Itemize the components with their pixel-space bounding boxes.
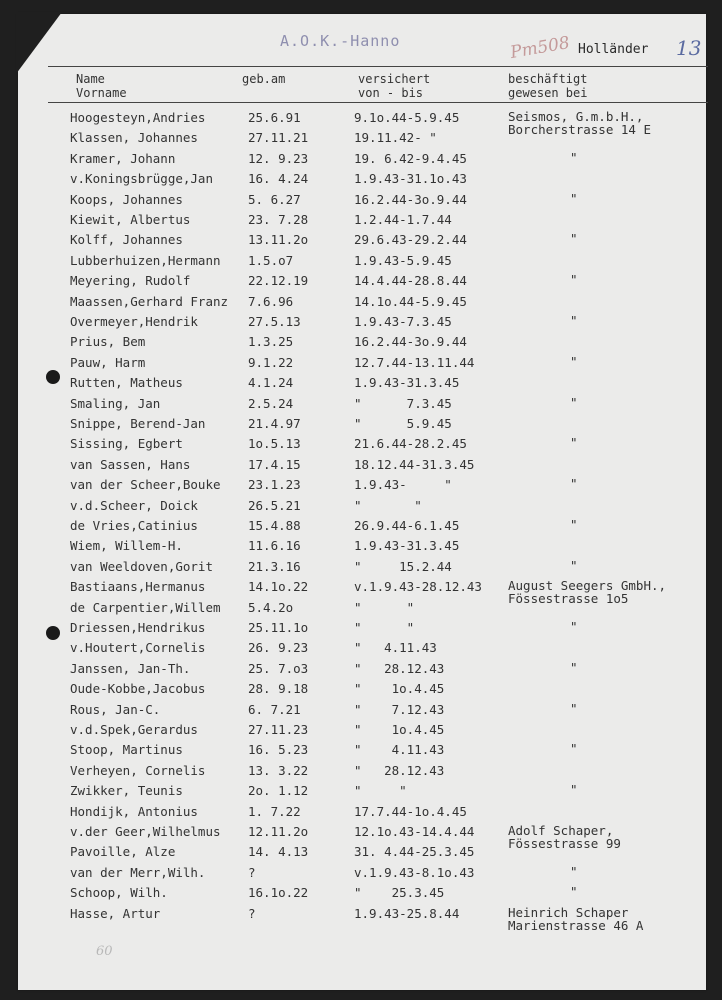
insured-period: 12.1o.43-14.4.44 (354, 824, 475, 839)
insured-period: 16.2.44-3o.9.44 (354, 334, 467, 350)
punch-hole (46, 370, 60, 384)
insured-period: 31. 4.44-25.3.45 (354, 844, 475, 860)
birth-date: 5. 6.27 (248, 191, 301, 207)
insured-period: " " (354, 620, 415, 635)
person-name: de Vries,Catinius (70, 518, 198, 533)
employer-line: Seismos, G.m.b.H., (508, 109, 644, 124)
employer-line: " (570, 741, 578, 757)
person-name: Smaling, Jan (70, 395, 161, 411)
insured-period: 9.1o.44-5.9.45 (354, 110, 460, 125)
table-row (18, 518, 706, 538)
table-row (18, 334, 706, 354)
pencil-note: 60 (96, 944, 113, 959)
insured-period: 1.9.43-31.3.45 (354, 538, 460, 554)
insured-period: 1.9.43-5.9.45 (354, 252, 452, 268)
person-name: Maassen,Gerhard Franz (70, 293, 229, 309)
table-row (18, 416, 706, 436)
birth-date: 13. 3.22 (248, 762, 309, 778)
insured-period: 17.7.44-1o.4.45 (354, 803, 467, 819)
insured-period: 14.4.44-28.8.44 (354, 273, 467, 289)
person-name: Hondijk, Antonius (70, 803, 198, 819)
employer-line: " (570, 700, 578, 716)
table-row (18, 151, 706, 171)
table-row (18, 130, 706, 150)
employer-line: Heinrich Schaper (508, 904, 629, 920)
person-name: v.Houtert,Cornelis (70, 640, 206, 656)
insured-period: " 7.3.45 (354, 395, 452, 411)
punch-hole (46, 626, 60, 640)
birth-date: 1.5.o7 (248, 252, 294, 268)
table-row (18, 457, 706, 477)
birth-date: 7.6.96 (248, 293, 294, 309)
person-name: Pauw, Harm (70, 354, 146, 370)
table-row (18, 253, 706, 273)
table-row (18, 273, 706, 293)
employer-line: Marienstrasse 46 A (508, 917, 644, 933)
person-name: van der Merr,Wilh. (70, 864, 206, 880)
person-name: Zwikker, Teunis (70, 783, 183, 799)
table-row (18, 742, 706, 762)
insured-period: " 28.12.43 (354, 762, 445, 778)
insured-period: 16.2.44-3o.9.44 (354, 191, 467, 207)
birth-date: 22.12.19 (248, 273, 309, 289)
col-header-name: Name Vorname (76, 72, 127, 100)
employer-line: Borcherstrasse 14 E (508, 122, 651, 137)
insured-period: " " (354, 783, 407, 799)
birth-date: 26. 9.23 (248, 640, 309, 656)
table-row (18, 294, 706, 314)
insured-period: 12.7.44-13.11.44 (354, 354, 475, 370)
insured-period: v.1.9.43-28.12.43 (354, 579, 482, 595)
person-name: van Sassen, Hans (70, 456, 191, 472)
header-rule-top (48, 66, 708, 67)
birth-date: 27.11.23 (248, 722, 309, 737)
insured-period: v.1.9.43-8.1o.43 (354, 864, 475, 880)
birth-date: 11.6.16 (248, 538, 301, 554)
birth-date: 23.1.23 (248, 477, 301, 493)
employer-line: " (570, 659, 578, 675)
person-name: Oude-Kobbe,Jacobus (70, 681, 206, 697)
person-name: Schoop, Wilh. (70, 885, 168, 901)
person-name: van Weeldoven,Gorit (70, 558, 213, 574)
person-name: Janssen, Jan-Th. (70, 660, 191, 676)
insured-period: " 5.9.45 (354, 416, 452, 431)
birth-date: 2.5.24 (248, 395, 294, 411)
person-name: Verheyen, Cornelis (70, 762, 206, 778)
person-name: Lubberhuizen,Hermann (70, 252, 221, 268)
birth-date: 16. 4.24 (248, 171, 309, 187)
table-row (18, 314, 706, 334)
insured-period: 1.9.43-25.8.44 (354, 905, 460, 921)
birth-date: 21.3.16 (248, 558, 301, 574)
insured-period: " 28.12.43 (354, 660, 445, 676)
table-row (18, 722, 706, 742)
table-row (18, 355, 706, 375)
birth-date: 5.4.2o (248, 599, 294, 615)
table-row (18, 232, 706, 252)
table-row (18, 823, 706, 851)
insured-period: " 4.11.43 (354, 640, 437, 656)
person-name: Hoogesteyn,Andries (70, 110, 206, 125)
insured-period: " 7.12.43 (354, 701, 445, 717)
insured-period: 14.1o.44-5.9.45 (354, 293, 467, 309)
table-row (18, 702, 706, 722)
insured-period: " 15.2.44 (354, 558, 452, 574)
employer-line: " (570, 557, 578, 573)
person-name: v.d.Scheer, Doick (70, 497, 198, 513)
insured-period: " 1o.4.45 (354, 722, 445, 737)
table-row (18, 763, 706, 783)
person-name: Snippe, Berend-Jan (70, 416, 206, 431)
birth-date: 25.11.1o (248, 620, 309, 635)
employer-line: " (570, 190, 578, 206)
folio-number: 13 (676, 36, 702, 60)
birth-date: 1o.5.13 (248, 436, 301, 452)
insured-period: 29.6.43-29.2.44 (354, 232, 467, 248)
table-row (18, 396, 706, 416)
table-row (18, 436, 706, 456)
table-row (18, 640, 706, 660)
birth-date: 1.3.25 (248, 334, 294, 350)
person-name: Klassen, Johannes (70, 130, 198, 146)
birth-date: 9.1.22 (248, 354, 294, 370)
table-row (18, 600, 706, 620)
table-row (18, 171, 706, 191)
birth-date: 25.6.91 (248, 110, 301, 125)
person-name: van der Scheer,Bouke (70, 477, 221, 493)
person-name: Hasse, Artur (70, 905, 161, 921)
person-name: Meyering, Rudolf (70, 273, 191, 289)
table-row (18, 681, 706, 701)
table-row (18, 783, 706, 803)
person-name: Prius, Bem (70, 334, 146, 350)
person-name: Koops, Johannes (70, 191, 183, 207)
table-row (18, 804, 706, 824)
insured-period: " " (354, 497, 422, 513)
birth-date: ? (248, 905, 256, 921)
birth-date: 4.1.24 (248, 375, 294, 391)
person-name: Sissing, Egbert (70, 436, 183, 452)
insured-period: " 25.3.45 (354, 885, 445, 901)
person-name: v.Koningsbrügge,Jan (70, 171, 213, 187)
insured-period: 19. 6.42-9.4.45 (354, 150, 467, 166)
person-name: Bastiaans,Hermanus (70, 579, 206, 595)
employer-line: " (570, 884, 578, 900)
employer-line: " (570, 517, 578, 532)
birth-date: 6. 7.21 (248, 701, 301, 717)
person-name: Kolff, Johannes (70, 232, 183, 248)
employer-line: " (570, 435, 578, 451)
employer-line: " (570, 272, 578, 288)
insured-period: 1.9.43-31.1o.43 (354, 171, 467, 187)
document-page (18, 14, 706, 990)
table-row (18, 904, 706, 933)
nationality-label: Holländer (578, 42, 649, 57)
col-header-employer: beschäftigt gewesen bei (508, 72, 588, 100)
birth-date: 16. 5.23 (248, 742, 309, 758)
person-name: v.der Geer,Wilhelmus (70, 824, 221, 839)
birth-date: 15.4.88 (248, 518, 301, 533)
birth-date: 21.4.97 (248, 416, 301, 431)
person-name: Stoop, Martinus (70, 742, 183, 758)
birth-date: 13.11.2o (248, 232, 309, 248)
birth-date: 12.11.2o (248, 824, 309, 839)
col-header-insured: versichert von - bis (358, 72, 431, 100)
birth-date: 27.11.21 (248, 130, 309, 146)
birth-date: 16.1o.22 (248, 885, 309, 901)
table-row (18, 477, 706, 497)
birth-date: 27.5.13 (248, 314, 301, 329)
birth-date: 14.1o.22 (248, 579, 309, 595)
insured-period: 21.6.44-28.2.45 (354, 436, 467, 452)
employer-line: " (570, 863, 578, 879)
person-name: Kiewit, Albertus (70, 212, 191, 227)
insured-period: " 1o.4.45 (354, 681, 445, 697)
person-name: Driessen,Hendrikus (70, 620, 206, 635)
insured-period: 18.12.44-31.3.45 (354, 456, 475, 472)
table-row (18, 538, 706, 558)
table-row (18, 620, 706, 640)
office-stamp: A.O.K.-Hanno (280, 32, 401, 50)
employer-line: " (570, 353, 578, 369)
person-name: Kramer, Johann (70, 150, 176, 166)
insured-period: 1.2.44-1.7.44 (354, 212, 452, 227)
table-row (18, 109, 706, 137)
header-rule-bottom (48, 102, 708, 103)
employer-line: August Seegers GmbH., (508, 578, 667, 594)
table-row (18, 192, 706, 212)
birth-date: 26.5.21 (248, 497, 301, 513)
employer-line: " (570, 394, 578, 410)
birth-date: 28. 9.18 (248, 681, 309, 697)
table-row (18, 885, 706, 905)
insured-period: 1.9.43-31.3.45 (354, 375, 460, 391)
person-name: Rutten, Matheus (70, 375, 183, 391)
person-name: de Carpentier,Willem (70, 599, 221, 615)
insured-period: " " (354, 599, 415, 615)
person-name: Pavoille, Alze (70, 844, 176, 860)
person-name: Overmeyer,Hendrik (70, 314, 198, 329)
table-row (18, 844, 706, 864)
insured-period: 26.9.44-6.1.45 (354, 518, 460, 533)
employer-line: " (570, 619, 578, 634)
table-row (18, 865, 706, 885)
employer-line: Fössestrasse 1o5 (508, 591, 629, 607)
employer-line: Fössestrasse 99 (508, 836, 621, 851)
birth-date: 1. 7.22 (248, 803, 301, 819)
birth-date: 25. 7.o3 (248, 660, 309, 676)
table-row (18, 212, 706, 232)
employer-line: Adolf Schaper, (508, 823, 614, 838)
insured-period: 1.9.43-7.3.45 (354, 314, 452, 329)
birth-date: ? (248, 864, 256, 880)
employer-line: " (570, 231, 578, 247)
insured-period: 19.11.42- " (354, 130, 437, 146)
person-name: Wiem, Willem-H. (70, 538, 183, 554)
employer-line: " (570, 313, 578, 328)
employer-line: " (570, 782, 578, 798)
table-row (18, 375, 706, 395)
person-name: v.d.Spek,Gerardus (70, 722, 198, 737)
birth-date: 23. 7.28 (248, 212, 309, 227)
table-row (18, 661, 706, 681)
col-header-birth: geb.am (242, 72, 286, 86)
insured-period: " 4.11.43 (354, 742, 445, 758)
birth-date: 12. 9.23 (248, 150, 309, 166)
employer-line: " (570, 149, 578, 165)
table-row (18, 498, 706, 518)
employer-line: " (570, 476, 578, 492)
pen-annotation: Pm508 (508, 32, 572, 64)
birth-date: 17.4.15 (248, 456, 301, 472)
table-row (18, 559, 706, 579)
birth-date: 2o. 1.12 (248, 783, 309, 799)
insured-period: 1.9.43- " (354, 477, 452, 493)
birth-date: 14. 4.13 (248, 844, 309, 860)
person-name: Rous, Jan-C. (70, 701, 161, 717)
